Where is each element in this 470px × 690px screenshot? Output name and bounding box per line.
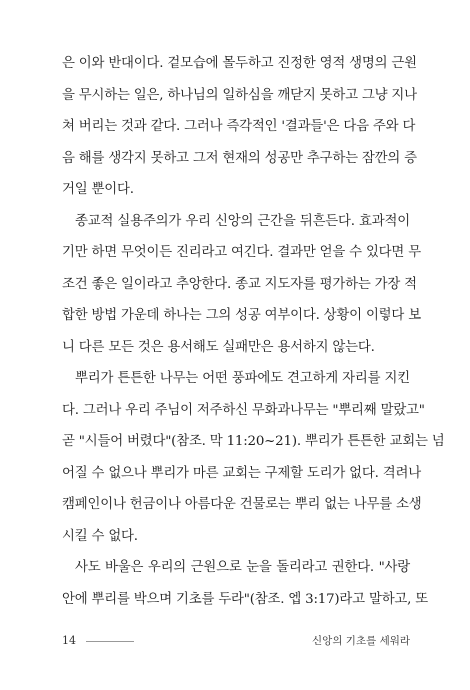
body-text <box>62 48 445 615</box>
text-line: 니 다른 모든 것은 용서해도 실패만은 용서하지 않는다. <box>62 339 375 355</box>
text-line: 사도 바울은 우리의 근원으로 눈을 돌리라고 권한다. "사랑 <box>75 560 410 575</box>
text-line: 다. 그러나 우리 주님이 저주하신 무화과나무는 "뿌리째 말랐고" <box>62 402 425 418</box>
page-number: 14 <box>62 634 76 647</box>
text-line: 은 이와 반대이다. 겉모습에 몰두하고 진정한 영적 생명의 근원 <box>62 56 417 71</box>
text-line: 종교적 실용주의가 우리 신앙의 근간을 뒤흔든다. 효과적이 <box>75 213 410 229</box>
text-line: 조건 좋은 일이라고 추앙한다. 종교 지도자를 평가하는 가장 적 <box>62 276 417 292</box>
text-line: 안에 뿌리를 박으며 기초를 두라"(참조. 엡 3:17)라고 말하고, 또 <box>62 591 429 607</box>
text-line: 음 해를 생각지 못하고 그저 현재의 성공만 추구하는 잠깐의 증 <box>62 150 417 166</box>
text-line: 합한 방법 가운데 하나는 그의 성공 여부이다. 상황이 이렇다 보 <box>62 308 421 323</box>
paragraph-3 <box>62 363 445 552</box>
running-title: 신앙의 기초를 세워라 <box>312 635 410 647</box>
text-line: 거일 뿐이다. <box>62 182 134 197</box>
text-line: 을 무시하는 일은, 하나님의 일하심을 깨닫지 못하고 그냥 지나 <box>62 87 417 103</box>
text-line: 어질 수 없으나 뿌리가 마른 교회는 구제할 도리가 없다. 격려나 <box>62 465 421 481</box>
text-line: 쳐 버리는 것과 같다. 그러나 즉각적인 '결과들'은 다음 주와 다 <box>62 119 416 134</box>
paragraph-1 <box>62 48 417 206</box>
paragraph-4 <box>62 552 429 615</box>
page-footer <box>62 633 410 649</box>
paragraph-2 <box>62 206 421 364</box>
text-line: 시킬 수 없다. <box>62 528 138 544</box>
text-line: 기만 하면 무엇이든 진리라고 여긴다. 결과만 얻을 수 있다면 무 <box>62 245 421 260</box>
footer-rule <box>86 641 134 642</box>
text-line: 곧 "시들어 버렸다"(참조. 막 11:20~21). 뿌리가 튼튼한 교회는 넘 <box>62 434 445 449</box>
text-line: 뿌리가 튼튼한 나무는 어떤 풍파에도 견고하게 자리를 지킨 <box>75 371 410 386</box>
text-line: 캠페인이나 헌금이나 아름다운 건물로는 뿌리 없는 나무를 소생 <box>62 497 422 512</box>
